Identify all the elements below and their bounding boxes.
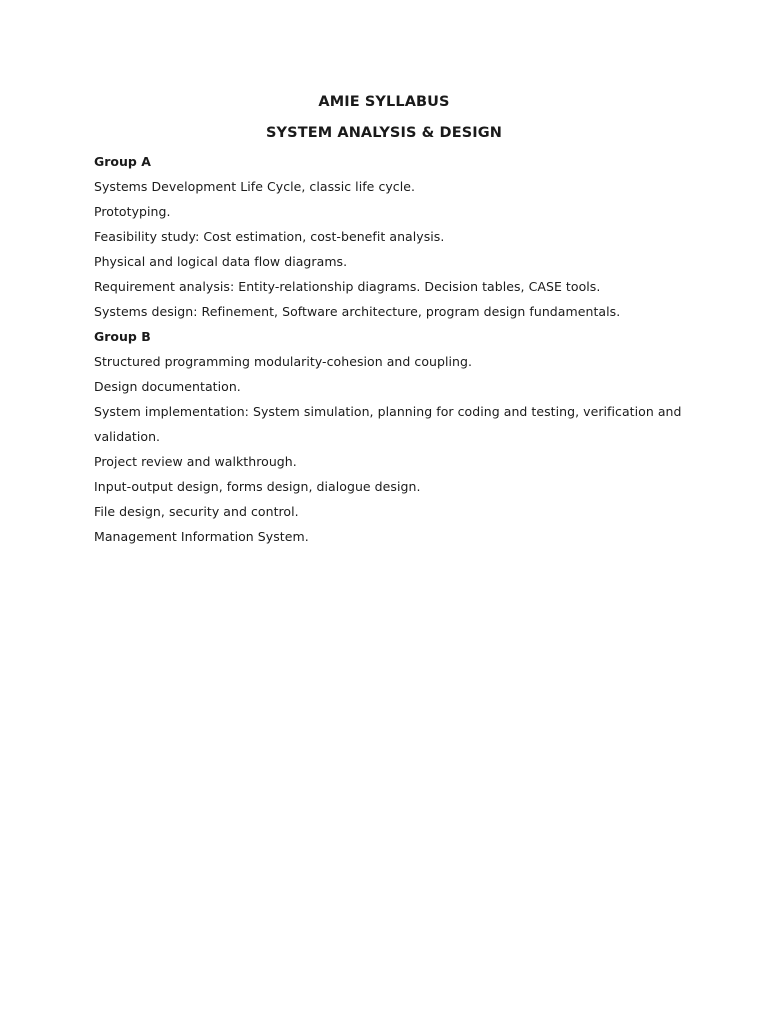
syllabus-content (94, 149, 694, 549)
syllabus-item: Input-output design, forms design, dialogue design. (94, 479, 421, 494)
syllabus-item: Management Information System. (94, 529, 309, 544)
syllabus-item: Systems design: Refinement, Software architecture, program design fundamentals. (94, 304, 621, 319)
syllabus-item: System implementation: System simulation, planning for coding and testing, verification and validation. (94, 404, 682, 444)
group-a-heading: Group A (94, 154, 151, 169)
syllabus-item: Project review and walkthrough. (94, 454, 297, 469)
syllabus-item: Design documentation. (94, 379, 241, 394)
group-b-heading: Group B (94, 329, 151, 344)
document-header (0, 90, 768, 145)
syllabus-item: File design, security and control. (94, 504, 299, 519)
document-title: AMIE SYLLABUS (318, 94, 450, 110)
document-subtitle: SYSTEM ANALYSIS & DESIGN (266, 125, 502, 141)
syllabus-item: Feasibility study: Cost estimation, cost-benefit analysis. (94, 229, 445, 244)
syllabus-item: Prototyping. (94, 204, 171, 219)
syllabus-item: Structured programming modularity-cohesion and coupling. (94, 354, 473, 369)
syllabus-item: Requirement analysis: Entity-relationship diagrams. Decision tables, CASE tools. (94, 279, 601, 294)
syllabus-item: Systems Development Life Cycle, classic life cycle. (94, 179, 416, 194)
syllabus-item: Physical and logical data flow diagrams. (94, 254, 348, 269)
